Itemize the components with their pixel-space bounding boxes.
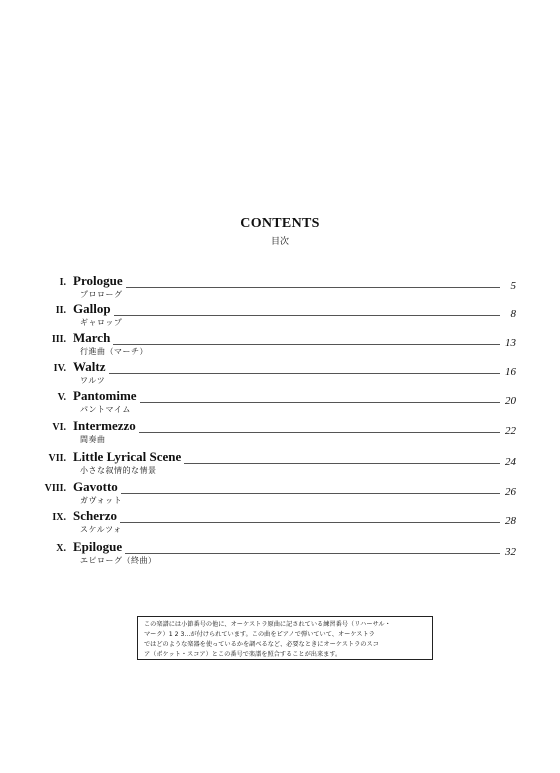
- toc-page-number: 32: [505, 546, 516, 558]
- dot-leader: [100, 432, 500, 433]
- toc-entry-5[interactable]: [0, 388, 560, 420]
- contents-heading: CONTENTS: [240, 216, 320, 231]
- toc-subtitle: 行進曲（マーチ）: [80, 347, 148, 356]
- toc-numeral: VII.: [48, 453, 66, 464]
- toc-numeral: I.: [59, 277, 66, 288]
- rehearsal-mark-note: [137, 616, 433, 660]
- toc-numeral: IV.: [53, 363, 66, 374]
- dot-leader: [100, 402, 500, 403]
- toc-entry-7[interactable]: [0, 449, 560, 481]
- toc-entry-3[interactable]: [0, 330, 560, 362]
- toc-numeral: V.: [57, 392, 66, 403]
- toc-entry-2[interactable]: [0, 301, 560, 333]
- toc-title: Waltz: [73, 359, 109, 375]
- toc-title: Prologue: [73, 273, 126, 289]
- toc-title: Pantomime: [73, 388, 140, 404]
- toc-title: Gallop: [73, 301, 114, 317]
- toc-title: Little Lyrical Scene: [73, 449, 184, 465]
- toc-subtitle: 間奏曲: [80, 435, 106, 444]
- toc-entry-9[interactable]: [0, 508, 560, 540]
- toc-subtitle: ガヴォット: [80, 496, 123, 505]
- toc-page-number: 24: [505, 456, 516, 468]
- toc-title: Epilogue: [73, 539, 125, 555]
- toc-numeral: II.: [55, 305, 66, 316]
- toc-numeral: VIII.: [44, 483, 66, 494]
- toc-page-number: 28: [505, 515, 516, 527]
- toc-page-number: 8: [510, 308, 516, 320]
- toc-subtitle: ワルツ: [80, 376, 106, 385]
- toc-title: Intermezzo: [73, 418, 139, 434]
- toc-subtitle: ギャロップ: [80, 318, 123, 327]
- toc-page-number: 20: [505, 395, 516, 407]
- note-line: マーク）1 2 3...が付けられています。この曲をピアノで弾いていて、オーケストラ: [144, 631, 375, 638]
- toc-subtitle: 小さな叙情的な情景: [80, 466, 157, 475]
- toc-subtitle: エピローグ（終曲）: [80, 556, 157, 565]
- toc-page-number: 26: [505, 486, 516, 498]
- note-line: ではどのような楽器を使っているかを調べるなど、必要なときにオーケストラのスコ: [144, 641, 379, 648]
- toc-numeral: IX.: [52, 512, 66, 523]
- toc-page-number: 5: [510, 280, 516, 292]
- toc-title: Scherzo: [73, 508, 120, 524]
- toc-page-number: 13: [505, 337, 516, 349]
- dot-leader: [100, 344, 500, 345]
- toc-subtitle: プロローグ: [80, 290, 123, 299]
- toc-numeral: III.: [51, 334, 66, 345]
- toc-title: March: [73, 330, 113, 346]
- toc-subtitle: パントマイム: [80, 405, 131, 414]
- toc-numeral: VI.: [52, 422, 66, 433]
- contents-subheading: 目次: [270, 237, 289, 247]
- toc-page-number: 16: [505, 366, 516, 378]
- toc-subtitle: スケルツォ: [80, 525, 122, 534]
- dot-leader: [100, 287, 500, 288]
- dot-leader: [100, 373, 500, 374]
- dot-leader: [100, 493, 500, 494]
- toc-entry-6[interactable]: [0, 418, 560, 450]
- toc-entry-8[interactable]: [0, 479, 560, 511]
- toc-entry-4[interactable]: [0, 359, 560, 391]
- note-line: この楽譜には小節番号の他に、オーケストラ原曲に記されている練習番号（リハーサル・: [144, 621, 391, 628]
- note-line: ア（ポケット・スコア）とこの番号で楽譜を照合することが出来ます。: [144, 651, 342, 658]
- dot-leader: [100, 522, 500, 523]
- dot-leader: [100, 553, 500, 554]
- toc-numeral: X.: [56, 543, 66, 554]
- dot-leader: [100, 315, 500, 316]
- toc-page-number: 22: [505, 425, 516, 437]
- toc-title: Gavotto: [73, 479, 121, 495]
- toc-entry-10[interactable]: [0, 539, 560, 571]
